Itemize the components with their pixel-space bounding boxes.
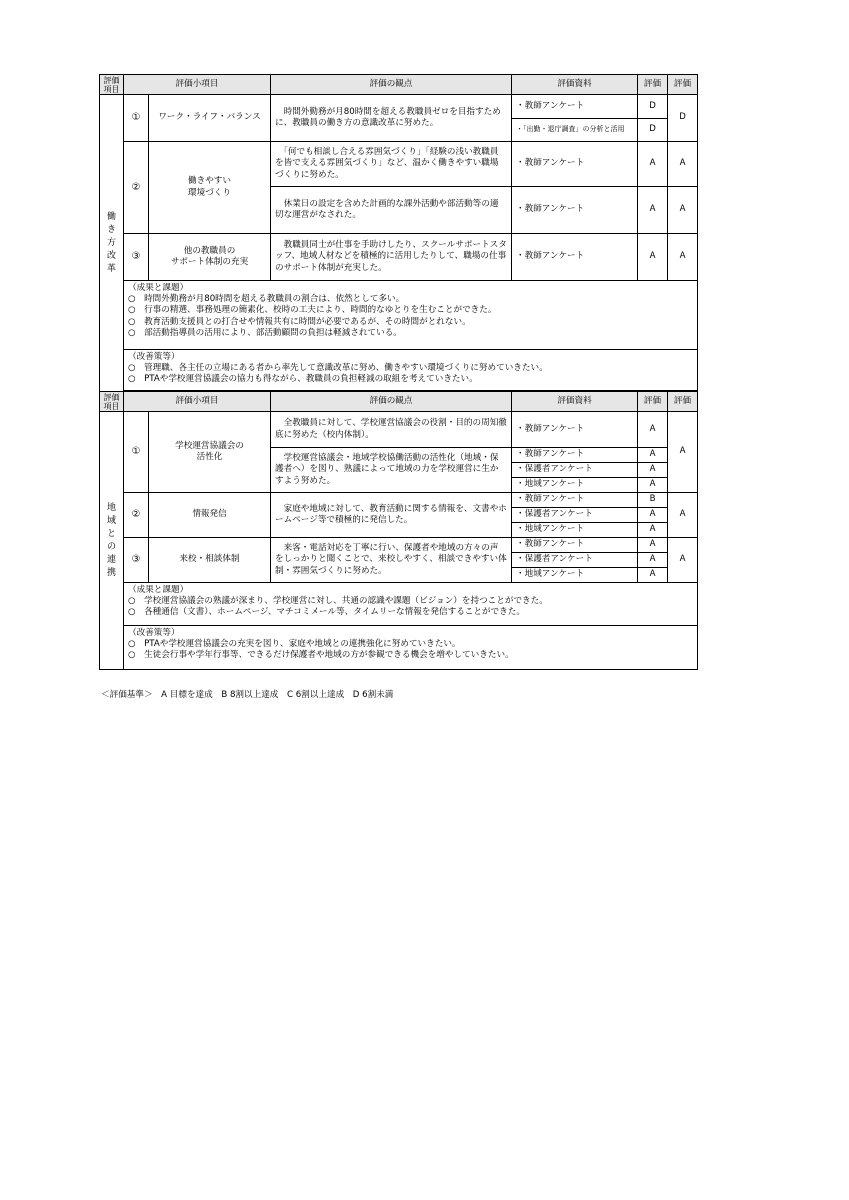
sub-item-label: ワーク・ライフ・バランス	[149, 95, 271, 142]
header-item: 評価項目	[100, 392, 124, 412]
results-row	[100, 583, 698, 626]
rating-value: D	[638, 95, 668, 119]
resource-label: ・保護者アンケート	[512, 463, 638, 478]
table-row	[100, 142, 698, 187]
results-item: ○ 各種通信（文書）、ホームページ、マチコミメール等、タイムリーな情報を発信することができた。	[128, 607, 525, 618]
rating-value: A	[638, 478, 668, 493]
header-resource: 評価資料	[512, 392, 638, 412]
criterion-text: 「何でも相談し合える雰囲気づくり」「経験の浅い教職員を皆で支える雰囲気づくり」など、温かく働きやすい職場づくりに努めた。	[271, 142, 512, 187]
overall-rating: A	[668, 234, 698, 281]
row-number: ①	[124, 95, 149, 142]
improve-item: ○ 管理職、各主任の立場にある者から率先して意識改革に努め、働きやすい環境づくりに努めていきたい。	[128, 363, 548, 374]
rating-value: A	[638, 538, 668, 553]
sub-item-label: 他の教職員の サポート体制の充実	[149, 234, 271, 281]
row-number: ①	[124, 412, 149, 493]
header-sub-item: 評価小項目	[124, 75, 271, 95]
rating-value: A	[638, 553, 668, 568]
rating-value: A	[638, 187, 668, 234]
improve-item: ○ PTAや学校運営協議会の協力も得ながら、教職員の負担軽減の取組を考えていきたい。	[128, 374, 478, 385]
sub-item-label: 情報発信	[149, 493, 271, 538]
overall-rating: A	[668, 538, 698, 583]
table-row	[100, 538, 698, 553]
resource-label: ・教師アンケート	[512, 187, 638, 234]
rating-value: A	[638, 448, 668, 463]
table-row	[100, 95, 698, 119]
results-item: ○ 教育活動支援員との打合せや情報共有に時間が必要であるが、その時間がとれない。	[128, 316, 471, 327]
resource-label: ・教師アンケート	[512, 95, 638, 119]
resource-label: ・教師アンケート	[512, 234, 638, 281]
improve-row	[100, 350, 698, 391]
resource-label: ・教師アンケート	[512, 448, 638, 463]
rating-value: A	[638, 523, 668, 538]
results-title: （成果と課題）	[128, 283, 189, 293]
row-number: ②	[124, 142, 149, 234]
overall-rating: A	[668, 412, 698, 493]
results-row	[100, 281, 698, 350]
evaluation-table-page	[99, 74, 697, 670]
category-work-style-reform: 働 き 方 改 革	[100, 95, 124, 392]
improve-title: （改善策等）	[128, 352, 180, 362]
rating-value: A	[638, 234, 668, 281]
table-header-row	[100, 392, 698, 412]
improve-item: ○ 生徒会行事や学年行事等、できるだけ保護者や地域の方が参観できる機会を増やしていきたい。	[128, 650, 514, 661]
resource-label: ・教師アンケート	[512, 142, 638, 187]
results-item: ○ 部活動指導員の活用により、部活動顧問の負担は軽減されている。	[128, 327, 402, 338]
header-resource: 評価資料	[512, 75, 638, 95]
rating-value: A	[638, 508, 668, 523]
resource-label: ・「出勤・退庁調査」の分析と活用	[512, 119, 638, 142]
sub-item-label: 学校運営協議会の 活性化	[149, 412, 271, 493]
rating-value: A	[638, 142, 668, 187]
row-number: ②	[124, 493, 149, 538]
improve-section	[124, 626, 698, 670]
sub-item-label: 働きやすい 環境づくり	[149, 142, 271, 234]
header-sub-item: 評価小項目	[124, 392, 271, 412]
table-row	[100, 493, 698, 508]
rating-criteria-legend: ＜評価基準＞ A 目標を達成 B 8割以上達成 C 6割以上達成 D 6割未満	[101, 690, 394, 700]
results-item: ○ 学校運営協議会の熟議が深まり、学校運営に対し、共通の認識や課題（ビジョン）を持つことができた。	[128, 596, 548, 607]
header-viewpoint: 評価の観点	[271, 75, 512, 95]
results-section	[124, 281, 698, 350]
criterion-text: 教職員同士が仕事を手助けしたり、スクールサポートスタッフ、地域人材などを積極的に活用したりして、職場の仕事のサポート体制が充実した。	[271, 234, 512, 281]
row-number: ③	[124, 538, 149, 583]
rating-value: A	[638, 412, 668, 448]
resource-label: ・地域アンケート	[512, 478, 638, 493]
results-section	[124, 583, 698, 626]
results-title: （成果と課題）	[128, 585, 189, 595]
rating-value: D	[638, 119, 668, 142]
resource-label: ・地域アンケート	[512, 568, 638, 583]
header-viewpoint: 評価の観点	[271, 392, 512, 412]
improve-title: （改善策等）	[128, 628, 180, 638]
row-number: ③	[124, 234, 149, 281]
overall-rating: A	[668, 142, 698, 187]
resource-label: ・教師アンケート	[512, 412, 638, 448]
overall-rating: A	[668, 187, 698, 234]
results-item: ○ 行事の精選、事務処理の簡素化、校時の工夫により、時間的なゆとりを生むことができた。	[128, 305, 497, 316]
resource-label: ・教師アンケート	[512, 538, 638, 553]
evaluation-table	[99, 74, 698, 670]
header-rating-overall: 評価	[668, 75, 698, 95]
rating-value: A	[638, 463, 668, 478]
criterion-text: 休業日の設定を含めた計画的な課外活動や部活動等の適切な運営がなされた。	[271, 187, 512, 234]
overall-rating: D	[668, 95, 698, 142]
improve-row	[100, 626, 698, 670]
header-rating: 評価	[638, 392, 668, 412]
sub-item-label: 来校・相談体制	[149, 538, 271, 583]
table-row	[100, 234, 698, 281]
criterion-text: 学校運営協議会・地域学校協働活動の活性化（地域・保護者へ）を図り、熟議によって地域の力を学校運営に生かすよう努めた。	[271, 448, 512, 493]
header-item: 評価項目	[100, 75, 124, 95]
rating-value: A	[638, 568, 668, 583]
improve-item: ○ PTAや学校運営協議会の充実を図り、家庭や地域との連携強化に努めていきたい。	[128, 639, 461, 650]
criterion-text: 時間外勤務が月80時間を超える教職員ゼロを目指すために、教職員の働き方の意識改革に努めた。	[271, 95, 512, 142]
overall-rating: A	[668, 493, 698, 538]
results-item: ○ 時間外勤務が月80時間を超える教職員の割合は、依然として多い。	[128, 294, 405, 305]
resource-label: ・教師アンケート	[512, 493, 638, 508]
table-header-row	[100, 75, 698, 95]
criterion-text: 家庭や地域に対して、教育活動に関する情報を、文書やホームページ等で積極的に発信した。	[271, 493, 512, 538]
rating-value: B	[638, 493, 668, 508]
resource-label: ・保護者アンケート	[512, 553, 638, 568]
resource-label: ・保護者アンケート	[512, 508, 638, 523]
category-community-collaboration: 地 域 と の 連 携	[100, 412, 124, 670]
criterion-text: 来客・電話対応を丁寧に行い、保護者や地域の方々の声をしっかりと聞くことで、来校しやすく、相談できやすい体制・雰囲気づくりに努めた。	[271, 538, 512, 583]
resource-label: ・地域アンケート	[512, 523, 638, 538]
improve-section	[124, 350, 698, 391]
table-row	[100, 412, 698, 448]
header-rating-overall: 評価	[668, 392, 698, 412]
header-rating: 評価	[638, 75, 668, 95]
criterion-text: 全教職員に対して、学校運営協議会の役割・目的の周知徹底に努めた（校内体制）。	[271, 412, 512, 448]
